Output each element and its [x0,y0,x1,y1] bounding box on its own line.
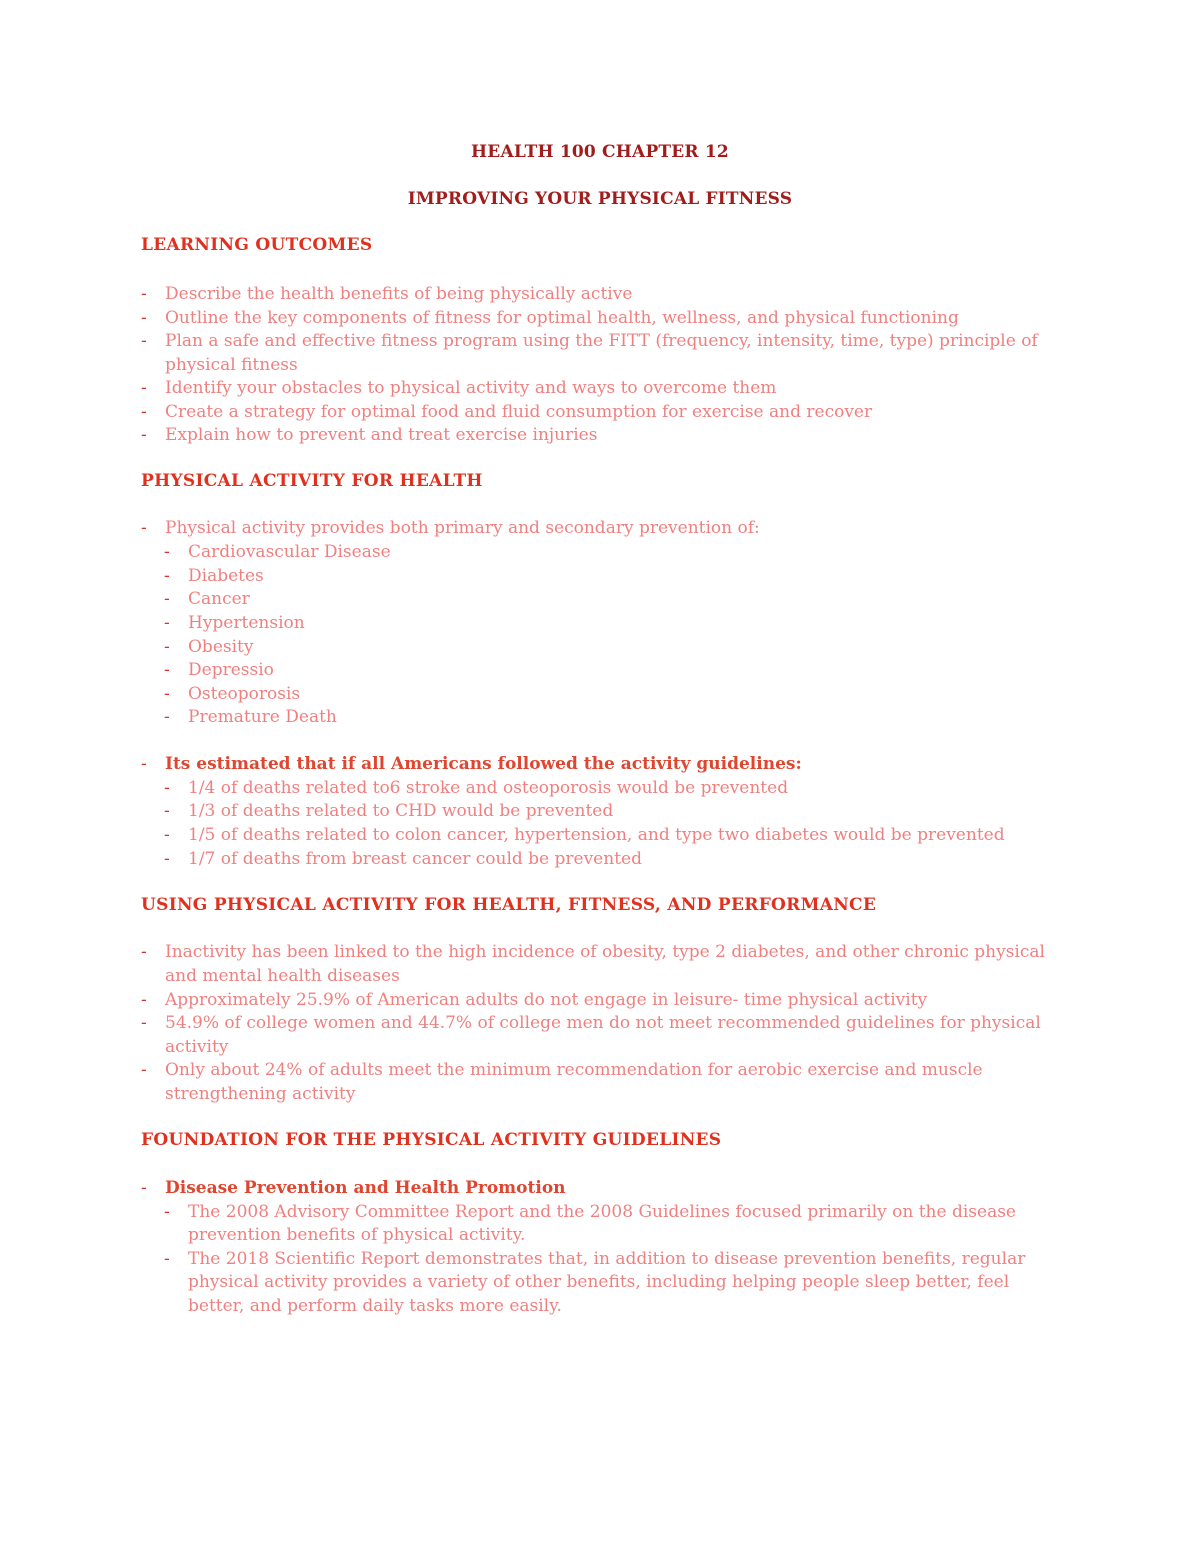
bullet-dash: - [141,942,147,962]
bullet-dash: - [164,613,170,633]
section-heading-foundation: FOUNDATION FOR THE PHYSICAL ACTIVITY GUIDELINES [141,1130,722,1150]
bullet-dash: - [164,636,170,657]
condition-text: Obesity [188,636,254,657]
foundation-subheading: Disease Prevention and Health Promotion [165,1178,566,1198]
list-item-text: Physical activity provides both primary and secondary prevention of: [165,518,760,538]
list-item-text-continued: physical fitness [165,354,298,375]
bullet-dash: - [141,307,147,328]
bullet-dash: - [141,1013,147,1033]
bullet-dash: - [164,801,170,821]
condition-text: Diabetes [188,566,264,586]
bullet-dash: - [141,989,147,1010]
list-item-text: Describe the health benefits of being physically active [165,284,633,304]
section-heading-using-physical-activity: USING PHYSICAL ACTIVITY FOR HEALTH, FITNESS, AND PERFORMANCE [141,895,877,915]
sub-list-item-text-continued: better, and perform daily tasks more easily. [188,1295,562,1316]
sub-list-item-text: The 2008 Advisory Committee Report and the 2008 Guidelines focused primarily on the disease [188,1201,1016,1222]
list-item-text: Plan a safe and effective fitness program using the FITT (frequency, intensity, time, type) principle of [165,331,1038,351]
document-title: HEALTH 100 CHAPTER 12 [471,142,729,162]
bullet-dash: - [141,425,147,445]
bullet-dash: - [141,518,147,538]
sub-list-item-text: The 2018 Scientific Report demonstrates that, in addition to disease prevention benefits, regular [188,1248,1026,1269]
bullet-dash: - [164,589,170,609]
bullet-dash: - [164,1248,170,1269]
condition-text: Hypertension [188,613,305,633]
list-item-text-continued: activity [165,1036,229,1057]
list-item-text: Create a strategy for optimal food and fluid consumption for exercise and recover [165,401,873,422]
estimate-text: 1/7 of deaths from breast cancer could be prevented [188,848,642,869]
bullet-dash: - [164,707,170,727]
bullet-dash: - [141,1060,147,1080]
bullet-dash: - [141,1178,147,1198]
section-heading-learning-outcomes: LEARNING OUTCOMES [141,235,373,255]
list-item-text: Inactivity has been linked to the high incidence of obesity, type 2 diabetes, and other chronic physical [165,942,1045,962]
condition-text: Depressio [188,660,274,680]
list-item-text: Identify your obstacles to physical activity and ways to overcome them [165,378,777,398]
list-item-text: 54.9% of college women and 44.7% of college men do not meet recommended guidelines for physical [165,1013,1041,1033]
sub-list-item-text-continued: prevention benefits of physical activity. [188,1225,526,1245]
section-heading-physical-activity-for-health: PHYSICAL ACTIVITY FOR HEALTH [141,471,483,491]
estimate-text: 1/5 of deaths related to colon cancer, hypertension, and type two diabetes would be prevented [188,825,1005,845]
bullet-dash: - [164,683,170,704]
list-item-text: Approximately 25.9% of American adults do not engage in leisure- time physical activity [165,989,928,1010]
bullet-dash: - [164,825,170,845]
condition-text: Premature Death [188,707,337,727]
condition-text: Cardiovascular Disease [188,542,391,562]
sub-list-item-text-continued: physical activity provides a variety of other benefits, including helping people sleep better, feel [188,1272,1010,1292]
estimate-intro-text: Its estimated that if all Americans followed the activity guidelines: [165,754,802,774]
condition-text: Cancer [188,589,250,609]
bullet-dash: - [141,331,147,351]
bullet-dash: - [164,660,170,680]
list-item-text: Only about 24% of adults meet the minimum recommendation for aerobic exercise and muscle [165,1060,983,1080]
condition-text: Osteoporosis [188,683,301,704]
bullet-dash: - [164,566,170,586]
estimate-text: 1/4 of deaths related to6 stroke and osteoporosis would be prevented [188,778,789,798]
list-item-text: Explain how to prevent and treat exercise injuries [165,425,598,445]
bullet-dash: - [164,848,170,869]
estimate-text: 1/3 of deaths related to CHD would be prevented [188,801,614,821]
list-item-text-continued: strengthening activity [165,1083,356,1104]
bullet-dash: - [141,284,147,304]
list-item-text-continued: and mental health diseases [165,965,400,986]
bullet-dash: - [141,378,147,398]
bullet-dash: - [164,542,170,562]
bullet-dash: - [164,778,170,798]
list-item-text: Outline the key components of fitness for optimal health, wellness, and physical functioning [165,307,959,328]
bullet-dash: - [141,754,147,774]
bullet-dash: - [141,401,147,422]
document-subtitle: IMPROVING YOUR PHYSICAL FITNESS [407,189,793,209]
bullet-dash: - [164,1201,170,1222]
